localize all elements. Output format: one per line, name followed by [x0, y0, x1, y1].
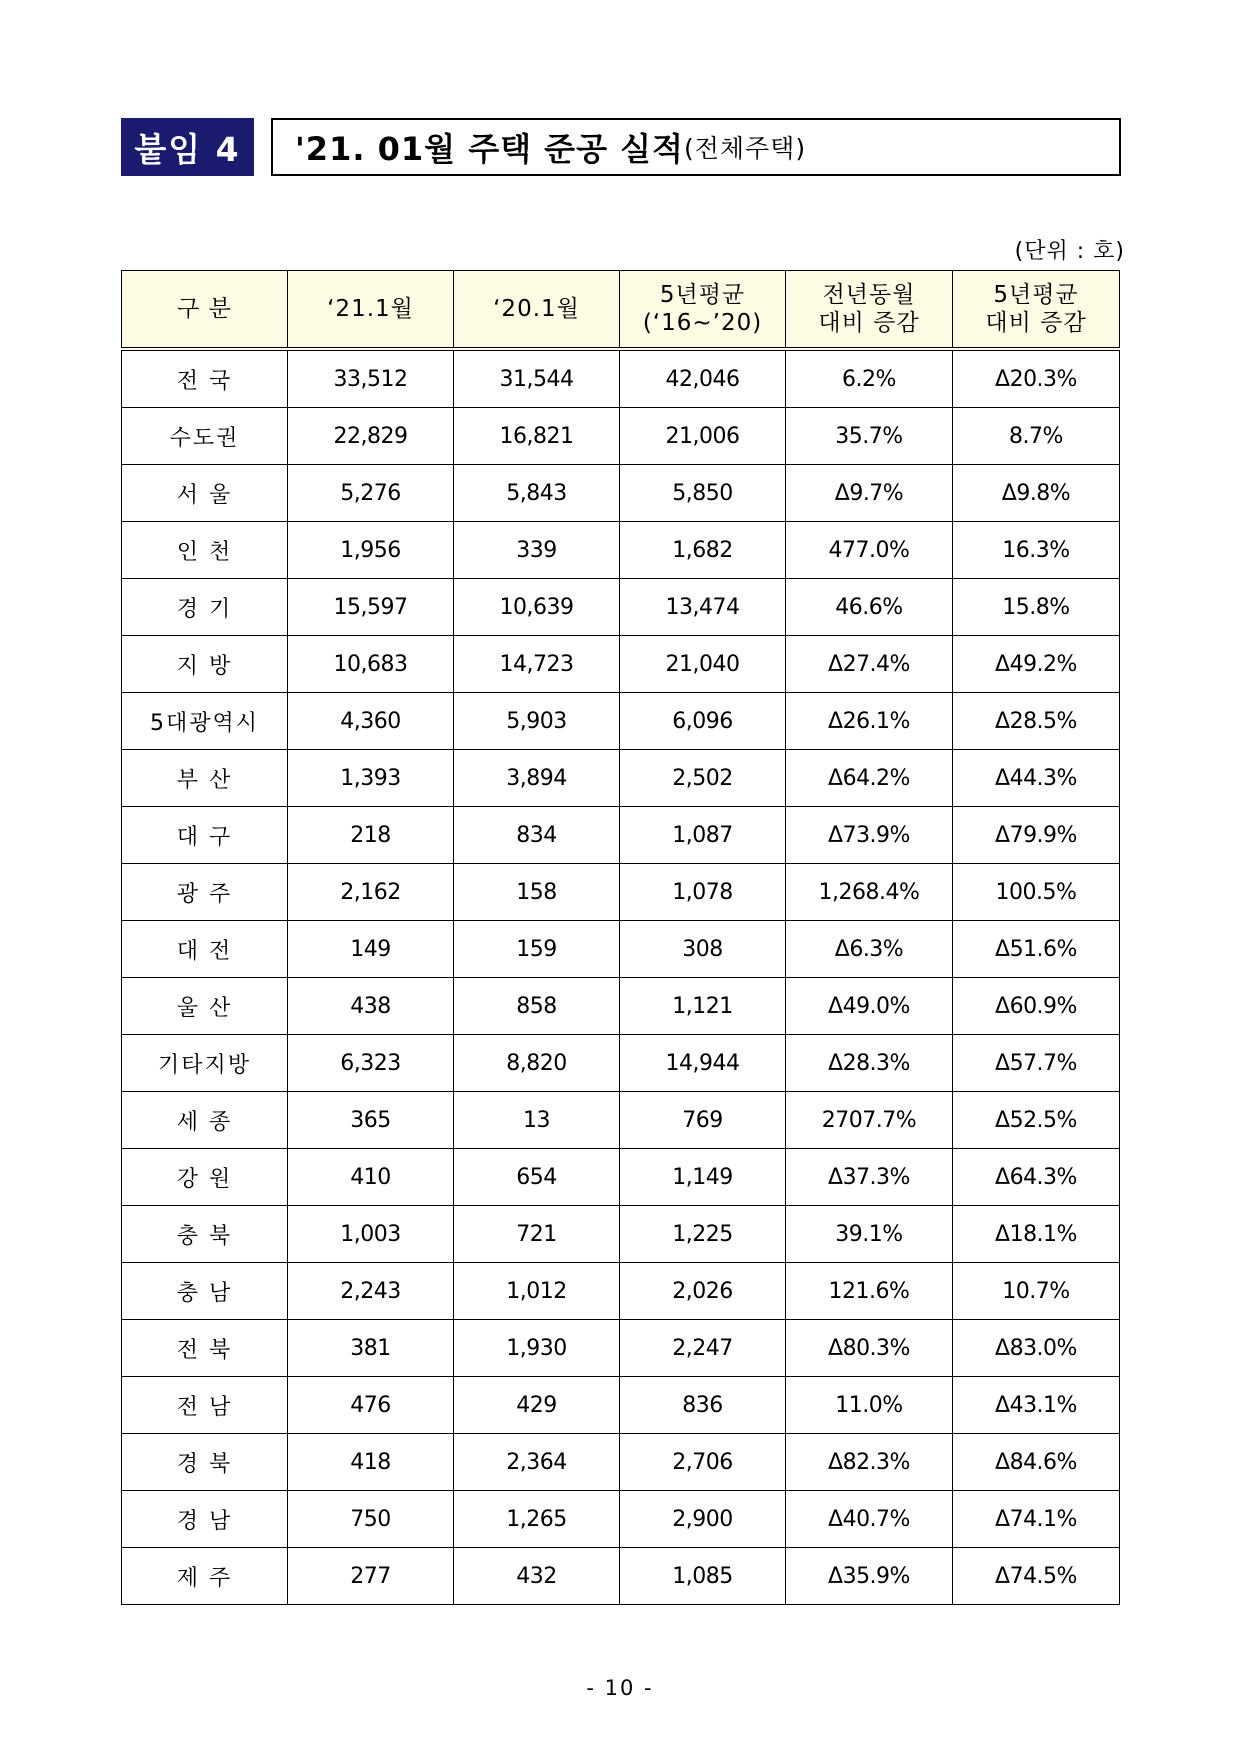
value-cell: 2,900 — [620, 1491, 786, 1548]
value-cell: 721 — [454, 1206, 620, 1263]
value-cell: 13,474 — [620, 579, 786, 636]
table-header-line: 5년평균 — [993, 282, 1079, 308]
table-row — [122, 1035, 1120, 1092]
region-cell: 인 천 — [122, 522, 288, 579]
value-cell: 16,821 — [454, 408, 620, 465]
value-cell: 339 — [454, 522, 620, 579]
value-cell: Δ35.9% — [786, 1548, 953, 1605]
value-cell: 1,682 — [620, 522, 786, 579]
housing-completion-table — [121, 270, 1120, 1605]
value-cell: Δ52.5% — [953, 1092, 1120, 1149]
value-cell: 2,162 — [288, 864, 454, 921]
value-cell: Δ26.1% — [786, 693, 953, 750]
value-cell: Δ82.3% — [786, 1434, 953, 1491]
value-cell: 429 — [454, 1377, 620, 1434]
value-cell: 121.6% — [786, 1263, 953, 1320]
value-cell: 15.8% — [953, 579, 1120, 636]
value-cell: Δ9.8% — [953, 465, 1120, 522]
table-header-row — [122, 271, 1120, 350]
table-header-cell — [122, 271, 288, 350]
value-cell: 8.7% — [953, 408, 1120, 465]
value-cell: 1,265 — [454, 1491, 620, 1548]
value-cell: 21,040 — [620, 636, 786, 693]
region-cell: 광 주 — [122, 864, 288, 921]
table-row — [122, 579, 1120, 636]
attachment-badge-label: 붙임 4 — [134, 129, 241, 169]
value-cell: 5,843 — [454, 465, 620, 522]
page-number: - 10 - — [586, 1676, 654, 1700]
value-cell: Δ6.3% — [786, 921, 953, 978]
value-cell: 6,096 — [620, 693, 786, 750]
table-row — [122, 1548, 1120, 1605]
table-row — [122, 1092, 1120, 1149]
value-cell: Δ28.3% — [786, 1035, 953, 1092]
value-cell: Δ18.1% — [953, 1206, 1120, 1263]
value-cell: 11.0% — [786, 1377, 953, 1434]
value-cell: 15,597 — [288, 579, 454, 636]
value-cell: 277 — [288, 1548, 454, 1605]
table-row — [122, 864, 1120, 921]
region-cell: 제 주 — [122, 1548, 288, 1605]
value-cell: 858 — [454, 978, 620, 1035]
table-header-line: ‘21.1월 — [327, 296, 414, 322]
value-cell: 2,026 — [620, 1263, 786, 1320]
value-cell: 42,046 — [620, 349, 786, 408]
table-body — [122, 349, 1120, 1605]
region-cell: 충 남 — [122, 1263, 288, 1320]
region-cell: 기타지방 — [122, 1035, 288, 1092]
value-cell: Δ44.3% — [953, 750, 1120, 807]
region-cell: 울 산 — [122, 978, 288, 1035]
region-cell: 경 남 — [122, 1491, 288, 1548]
value-cell: 10.7% — [953, 1263, 1120, 1320]
value-cell: Δ49.0% — [786, 978, 953, 1035]
table-row — [122, 1377, 1120, 1434]
region-cell: 경 기 — [122, 579, 288, 636]
value-cell: Δ40.7% — [786, 1491, 953, 1548]
value-cell: 418 — [288, 1434, 454, 1491]
value-cell: 477.0% — [786, 522, 953, 579]
value-cell: 149 — [288, 921, 454, 978]
table-row — [122, 1434, 1120, 1491]
value-cell: Δ64.3% — [953, 1149, 1120, 1206]
region-cell: 대 전 — [122, 921, 288, 978]
value-cell: 1,225 — [620, 1206, 786, 1263]
value-cell: Δ74.5% — [953, 1548, 1120, 1605]
table-header-line: 전년동월 — [822, 282, 916, 308]
table-header-cell — [953, 271, 1120, 350]
value-cell: 39.1% — [786, 1206, 953, 1263]
region-cell: 수도권 — [122, 408, 288, 465]
table-header-cell — [620, 271, 786, 350]
value-cell: 10,683 — [288, 636, 454, 693]
region-cell: 강 원 — [122, 1149, 288, 1206]
value-cell: Δ64.2% — [786, 750, 953, 807]
attachment-badge — [121, 118, 254, 176]
value-cell: Δ43.1% — [953, 1377, 1120, 1434]
region-cell: 충 북 — [122, 1206, 288, 1263]
value-cell: 308 — [620, 921, 786, 978]
value-cell: 2,247 — [620, 1320, 786, 1377]
page-subtitle: (전체주택) — [683, 134, 807, 163]
table-row — [122, 921, 1120, 978]
value-cell: 432 — [454, 1548, 620, 1605]
value-cell: Δ60.9% — [953, 978, 1120, 1035]
value-cell: Δ80.3% — [786, 1320, 953, 1377]
value-cell: 1,087 — [620, 807, 786, 864]
value-cell: 1,268.4% — [786, 864, 953, 921]
value-cell: 654 — [454, 1149, 620, 1206]
value-cell: 14,944 — [620, 1035, 786, 1092]
value-cell: 10,639 — [454, 579, 620, 636]
value-cell: 476 — [288, 1377, 454, 1434]
value-cell: 381 — [288, 1320, 454, 1377]
value-cell: 1,121 — [620, 978, 786, 1035]
table-header-cell — [288, 271, 454, 350]
table-row — [122, 1149, 1120, 1206]
value-cell: 1,085 — [620, 1548, 786, 1605]
value-cell: 2,364 — [454, 1434, 620, 1491]
value-cell: 13 — [454, 1092, 620, 1149]
value-cell: 218 — [288, 807, 454, 864]
page-title: '21. 01월 주택 준공 실적 — [295, 130, 684, 168]
value-cell: 438 — [288, 978, 454, 1035]
table-header-line: 5년평균 — [659, 282, 746, 308]
value-cell: 1,012 — [454, 1263, 620, 1320]
value-cell: 769 — [620, 1092, 786, 1149]
value-cell: Δ57.7% — [953, 1035, 1120, 1092]
value-cell: 5,903 — [454, 693, 620, 750]
region-cell: 서 울 — [122, 465, 288, 522]
table-row — [122, 750, 1120, 807]
value-cell: Δ79.9% — [953, 807, 1120, 864]
table-header-line: 대비 증감 — [818, 310, 920, 336]
region-cell: 전 남 — [122, 1377, 288, 1434]
value-cell: Δ28.5% — [953, 693, 1120, 750]
value-cell: Δ49.2% — [953, 636, 1120, 693]
value-cell: Δ74.1% — [953, 1491, 1120, 1548]
table-header-line: (‘16~’20) — [642, 310, 763, 336]
value-cell: Δ27.4% — [786, 636, 953, 693]
value-cell: 2,502 — [620, 750, 786, 807]
value-cell: 35.7% — [786, 408, 953, 465]
value-cell: 750 — [288, 1491, 454, 1548]
value-cell: 834 — [454, 807, 620, 864]
table-row — [122, 1320, 1120, 1377]
table-row — [122, 1491, 1120, 1548]
table-row — [122, 693, 1120, 750]
value-cell: Δ9.7% — [786, 465, 953, 522]
value-cell: Δ51.6% — [953, 921, 1120, 978]
value-cell: 21,006 — [620, 408, 786, 465]
table-header-line: 대비 증감 — [985, 310, 1087, 336]
value-cell: 410 — [288, 1149, 454, 1206]
value-cell: 2,243 — [288, 1263, 454, 1320]
value-cell: 158 — [454, 864, 620, 921]
table-header-line: ‘20.1월 — [493, 296, 580, 322]
table-row — [122, 1206, 1120, 1263]
value-cell: 6,323 — [288, 1035, 454, 1092]
value-cell: 1,003 — [288, 1206, 454, 1263]
value-cell: Δ84.6% — [953, 1434, 1120, 1491]
value-cell: 22,829 — [288, 408, 454, 465]
value-cell: 100.5% — [953, 864, 1120, 921]
value-cell: 3,894 — [454, 750, 620, 807]
region-cell: 부 산 — [122, 750, 288, 807]
region-cell: 경 북 — [122, 1434, 288, 1491]
value-cell: 4,360 — [288, 693, 454, 750]
value-cell: 6.2% — [786, 349, 953, 408]
region-cell: 대 구 — [122, 807, 288, 864]
table-header-cell — [454, 271, 620, 350]
value-cell: Δ37.3% — [786, 1149, 953, 1206]
value-cell: Δ73.9% — [786, 807, 953, 864]
value-cell: 2707.7% — [786, 1092, 953, 1149]
value-cell: 1,078 — [620, 864, 786, 921]
table-row — [122, 1263, 1120, 1320]
unit-label: (단위 : 호) — [1014, 239, 1125, 264]
value-cell: 33,512 — [288, 349, 454, 408]
table-row — [122, 465, 1120, 522]
value-cell: 1,930 — [454, 1320, 620, 1377]
table-header-line: 구 분 — [177, 296, 232, 322]
table-row — [122, 807, 1120, 864]
region-cell: 세 종 — [122, 1092, 288, 1149]
table-row — [122, 408, 1120, 465]
region-cell: 전 북 — [122, 1320, 288, 1377]
table-header-cell — [786, 271, 953, 350]
value-cell: 836 — [620, 1377, 786, 1434]
value-cell: 16.3% — [953, 522, 1120, 579]
title-box — [271, 118, 1121, 176]
table-row — [122, 978, 1120, 1035]
value-cell: 365 — [288, 1092, 454, 1149]
region-cell: 5대광역시 — [122, 693, 288, 750]
table-row — [122, 636, 1120, 693]
value-cell: 31,544 — [454, 349, 620, 408]
table-row — [122, 349, 1120, 408]
region-cell: 지 방 — [122, 636, 288, 693]
value-cell: Δ83.0% — [953, 1320, 1120, 1377]
value-cell: 14,723 — [454, 636, 620, 693]
value-cell: 1,149 — [620, 1149, 786, 1206]
value-cell: 159 — [454, 921, 620, 978]
value-cell: 8,820 — [454, 1035, 620, 1092]
value-cell: 2,706 — [620, 1434, 786, 1491]
value-cell: 1,956 — [288, 522, 454, 579]
value-cell: 5,850 — [620, 465, 786, 522]
value-cell: 5,276 — [288, 465, 454, 522]
table-row — [122, 522, 1120, 579]
region-cell: 전 국 — [122, 349, 288, 408]
value-cell: Δ20.3% — [953, 349, 1120, 408]
value-cell: 1,393 — [288, 750, 454, 807]
value-cell: 46.6% — [786, 579, 953, 636]
